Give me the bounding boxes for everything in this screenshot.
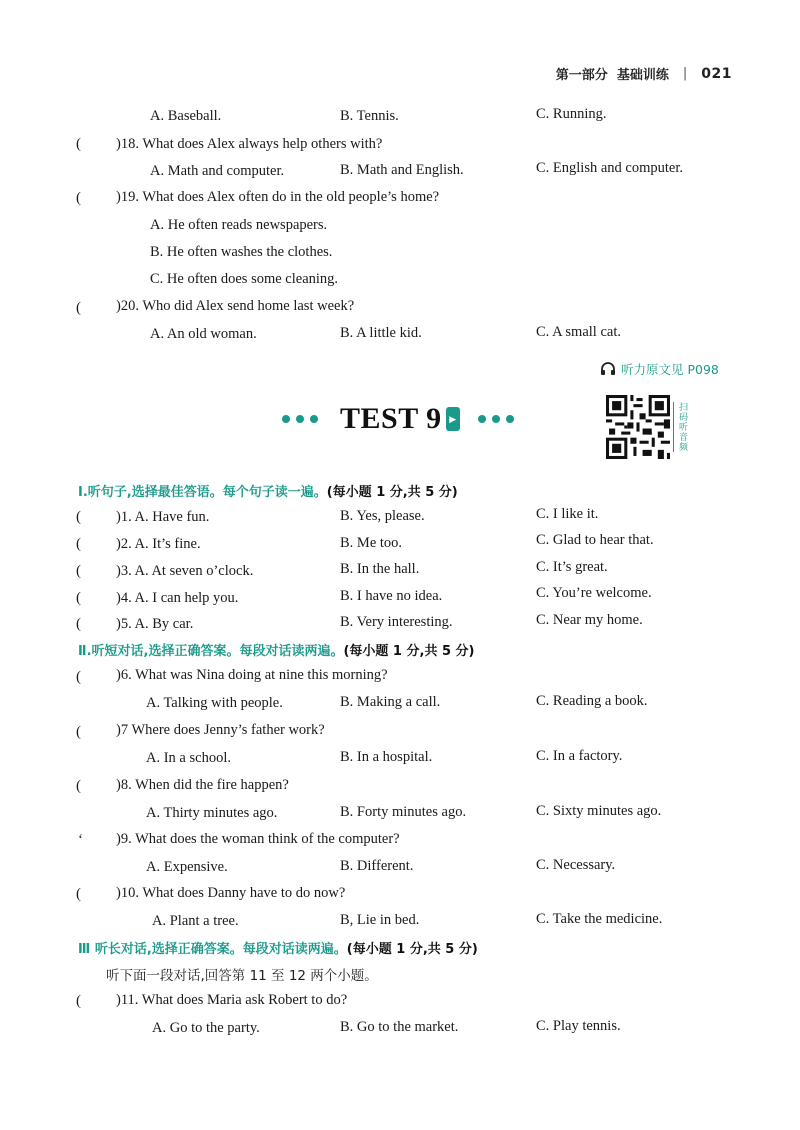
q6-option-b: B. Making a call. (340, 694, 441, 710)
q11-option-c: C. Play tennis. (536, 1018, 621, 1034)
q19-option-a: A. He often reads newspapers. (150, 217, 328, 233)
q1-option-b: B. Yes, please. (340, 508, 425, 524)
section-3-instructions: 听长对话,选择正确答案。每段对话读两遍。 (94, 942, 347, 957)
audio-tag-icon: ▶ (446, 407, 460, 431)
listening-script-link[interactable] (600, 360, 719, 378)
q8-stem: )8. When did the fire happen? (116, 777, 289, 793)
q7-stem: )7 Where does Jenny’s father work? (116, 722, 325, 738)
q20-option-b: B. A little kid. (340, 325, 422, 341)
section-2-number: Ⅱ. (78, 644, 92, 659)
listening-script-label: 听力原文见 P098 (621, 362, 719, 377)
answer-paren[interactable]: ( (76, 616, 81, 632)
q19-option-b: B. He often washes the clothes. (150, 244, 333, 260)
section-1-instructions: 听句子,选择最佳答语。每个句子读一遍。 (87, 485, 327, 500)
answer-paren[interactable]: ( (76, 509, 81, 525)
q3-option-b: B. In the hall. (340, 561, 420, 577)
answer-paren[interactable]: ( (76, 536, 81, 552)
test-title: TEST 9 (340, 402, 442, 435)
section-3-score: (每小题 1 分,共 5 分) (346, 942, 478, 957)
q10-option-a: A. Plant a tree. (152, 913, 239, 929)
section-2-instructions: 听短对话,选择正确答案。每段对话读两遍。 (91, 644, 344, 659)
section-2-heading (78, 640, 475, 659)
page-header (556, 64, 732, 83)
q3-stem: )3. A. At seven o’clock. (116, 563, 254, 579)
answer-paren-faint[interactable]: ʻ (78, 832, 83, 848)
q17-option-b: B. Tennis. (340, 108, 399, 124)
qr-code-icon (606, 395, 670, 459)
q2-stem: )2. A. It’s fine. (116, 536, 201, 552)
q18-option-a: A. Math and computer. (150, 163, 285, 179)
section-3-intro: 听下面一段对话,回答第 11 至 12 两个小题。 (106, 968, 378, 984)
q6-option-c: C. Reading a book. (536, 693, 648, 709)
q20-option-a: A. An old woman. (150, 326, 257, 342)
q6-option-a: A. Talking with people. (146, 695, 283, 711)
answer-paren[interactable]: ( (76, 993, 81, 1009)
q20-option-c: C. A small cat. (536, 324, 621, 340)
q2-option-b: B. Me too. (340, 535, 403, 551)
q17-option-a: A. Baseball. (150, 108, 222, 124)
section-1-number: Ⅰ. (78, 485, 88, 500)
q7-option-c: C. In a factory. (536, 748, 623, 764)
q1-stem: )1. A. Have fun. (116, 509, 210, 525)
q4-option-b: B. I have no idea. (340, 588, 443, 604)
q18-option-b: B. Math and English. (340, 162, 464, 178)
answer-paren[interactable]: ( (76, 778, 81, 794)
q11-stem: )11. What does Maria ask Robert to do? (116, 992, 348, 1008)
headphones-icon (600, 362, 616, 376)
q10-option-b: B, Lie in bed. (340, 912, 420, 928)
answer-paren[interactable]: ( (76, 563, 81, 579)
q6-stem: )6. What was Nina doing at nine this morning? (116, 667, 388, 683)
q10-option-c: C. Take the medicine. (536, 911, 663, 927)
q9-option-a: A. Expensive. (146, 859, 228, 875)
right-dots (478, 415, 514, 423)
q20-stem: )20. Who did Alex send home last week? (116, 298, 355, 314)
q4-option-c: C. You’re welcome. (536, 585, 652, 601)
answer-paren[interactable]: ( (76, 669, 81, 685)
answer-paren[interactable]: ( (76, 300, 81, 316)
q11-option-b: B. Go to the market. (340, 1019, 459, 1035)
q18-stem: )18. What does Alex always help others with? (116, 136, 383, 152)
section-2-score: (每小题 1 分,共 5 分) (343, 644, 475, 659)
q9-stem: )9. What does the woman think of the computer? (116, 831, 400, 847)
test-title-banner (282, 402, 514, 436)
q1-option-c: C. I like it. (536, 506, 599, 522)
q3-option-c: C. It’s great. (536, 559, 608, 575)
q4-stem: )4. A. I can help you. (116, 590, 239, 606)
answer-paren[interactable]: ( (76, 886, 81, 902)
header-divider: | (682, 66, 688, 81)
answer-paren[interactable]: ( (76, 190, 81, 206)
q8-option-a: A. Thirty minutes ago. (146, 805, 278, 821)
q10-stem: )10. What does Danny have to do now? (116, 885, 346, 901)
q7-option-a: A. In a school. (146, 750, 231, 766)
q17-option-c: C. Running. (536, 106, 607, 122)
q9-option-b: B. Different. (340, 858, 414, 874)
header-part: 第一部分 (555, 68, 608, 83)
page-number: 021 (701, 65, 732, 82)
header-section: 基础训练 (616, 68, 669, 83)
section-3-heading (78, 938, 478, 957)
q11-option-a: A. Go to the party. (152, 1020, 260, 1036)
answer-paren[interactable]: ( (76, 590, 81, 606)
section-1-score: (每小题 1 分,共 5 分) (326, 485, 458, 500)
left-dots (282, 415, 318, 423)
qr-code-block[interactable] (606, 393, 688, 461)
q5-stem: )5. A. By car. (116, 616, 194, 632)
q5-option-c: C. Near my home. (536, 612, 643, 628)
q8-option-c: C. Sixty minutes ago. (536, 803, 662, 819)
q19-stem: )19. What does Alex often do in the old people’s home? (116, 189, 440, 205)
q7-option-b: B. In a hospital. (340, 749, 433, 765)
qr-caption: 扫码听音频 (673, 402, 688, 452)
q8-option-b: B. Forty minutes ago. (340, 804, 467, 820)
section-1-heading (78, 481, 458, 500)
answer-paren[interactable]: ( (76, 136, 81, 152)
q19-option-c: C. He often does some cleaning. (150, 271, 339, 287)
q5-option-b: B. Very interesting. (340, 614, 453, 630)
q18-option-c: C. English and computer. (536, 160, 683, 176)
q9-option-c: C. Necessary. (536, 857, 616, 873)
answer-paren[interactable]: ( (76, 724, 81, 740)
section-3-number: Ⅲ (78, 942, 91, 957)
q2-option-c: C. Glad to hear that. (536, 532, 654, 548)
